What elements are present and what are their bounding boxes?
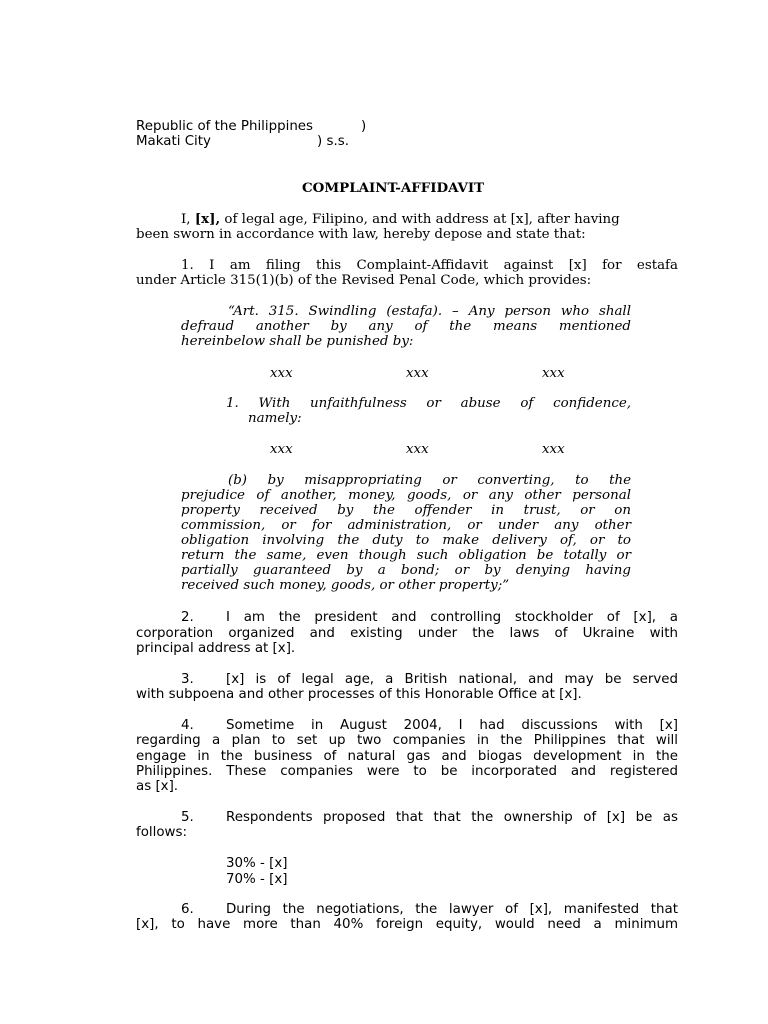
- caption-venue-line-1: Republic of the Philippines: [136, 119, 314, 134]
- p5-number: 5.: [181, 810, 194, 825]
- p5-ownership-1: 30% - [x]: [226, 856, 288, 871]
- p1-line-1: 1. I am filing this Complaint-Affidavit against [x] for estafa: [181, 258, 678, 273]
- intro-i: I,: [181, 212, 191, 227]
- quote-omission-2a: xxx: [270, 442, 293, 457]
- p2-number: 2.: [181, 610, 194, 625]
- p4-line-1: Sometime in August 2004, I had discussions with [x]: [226, 718, 678, 733]
- p2-line-1: I am the president and controlling stockholder of [x], a: [226, 610, 678, 625]
- caption-paren-2: ) s.s.: [317, 134, 349, 149]
- p4-line-5: as [x].: [136, 779, 179, 794]
- caption-venue-line-2: Makati City: [136, 134, 211, 149]
- quote-b-line-6: return the same, even though such obligation be totally or: [181, 548, 631, 563]
- quote-b-line-2: prejudice of another, money, goods, or any other personal: [181, 488, 631, 503]
- p3-number: 3.: [181, 672, 194, 687]
- p5-line-1: Respondents proposed that that the ownership of [x] be as: [226, 810, 678, 825]
- quote-art-line-3: hereinbelow shall be punished by:: [181, 334, 414, 349]
- p6-line-2: [x], to have more than 40% foreign equity, would need a minimum: [136, 917, 678, 932]
- quote-art-line-2: defraud another by any of the means mentioned: [181, 319, 631, 334]
- p5-line-2: follows:: [136, 825, 187, 840]
- p3-line-2: with subpoena and other processes of this Honorable Office at [x].: [136, 687, 582, 702]
- quote-b-line-8: received such money, goods, or other property;”: [181, 578, 510, 593]
- quote-omission-2c: xxx: [542, 442, 565, 457]
- p6-line-1: During the negotiations, the lawyer of [x], manifested that: [226, 902, 678, 917]
- document-title: COMPLAINT-AFFIDAVIT: [302, 180, 485, 196]
- p6-number: 6.: [181, 902, 194, 917]
- quote-art-line-1: “Art. 315. Swindling (estafa). – Any person who shall: [228, 304, 631, 319]
- p1-line-2: under Article 315(1)(b) of the Revised Penal Code, which provides:: [136, 273, 592, 288]
- quote-item-1-line-2: namely:: [248, 411, 302, 426]
- quote-b-line-5: obligation involving the duty to make delivery of, or to: [181, 533, 631, 548]
- quote-omission-2b: xxx: [406, 442, 429, 457]
- intro-line-2: been sworn in accordance with law, hereby depose and state that:: [136, 227, 586, 242]
- caption-paren-1: ): [361, 119, 367, 134]
- quote-b-line-4: commission, or for administration, or under any other: [181, 518, 631, 533]
- quote-b-line-3: property received by the offender in trust, or on: [181, 503, 631, 518]
- intro-affiant-name: [x],: [194, 211, 221, 227]
- p3-line-1: [x] is of legal age, a British national, and may be served: [226, 672, 678, 687]
- p5-ownership-2: 70% - [x]: [226, 872, 288, 887]
- quote-item-1-line-1: 1. With unfaithfulness or abuse of confidence,: [226, 396, 631, 411]
- quote-omission-1c: xxx: [542, 366, 565, 381]
- p4-line-2: regarding a plan to set up two companies in the Philippines that will: [136, 733, 678, 748]
- quote-b-line-1: (b) by misappropriating or converting, to the: [228, 473, 631, 488]
- p4-number: 4.: [181, 718, 194, 733]
- quote-omission-1b: xxx: [406, 366, 429, 381]
- quote-omission-1a: xxx: [270, 366, 293, 381]
- p2-line-2: corporation organized and existing under the laws of Ukraine with: [136, 626, 678, 641]
- intro-rest: of legal age, Filipino, and with address at [x], after having: [224, 212, 620, 227]
- p4-line-3: engage in the business of natural gas and biogas development in the: [136, 749, 678, 764]
- quote-b-line-7: partially guaranteed by a bond; or by denying having: [181, 563, 631, 578]
- p4-line-4: Philippines. These companies were to be incorporated and registered: [136, 764, 678, 779]
- intro-line-1: [181, 212, 678, 227]
- p2-line-3: principal address at [x].: [136, 641, 296, 656]
